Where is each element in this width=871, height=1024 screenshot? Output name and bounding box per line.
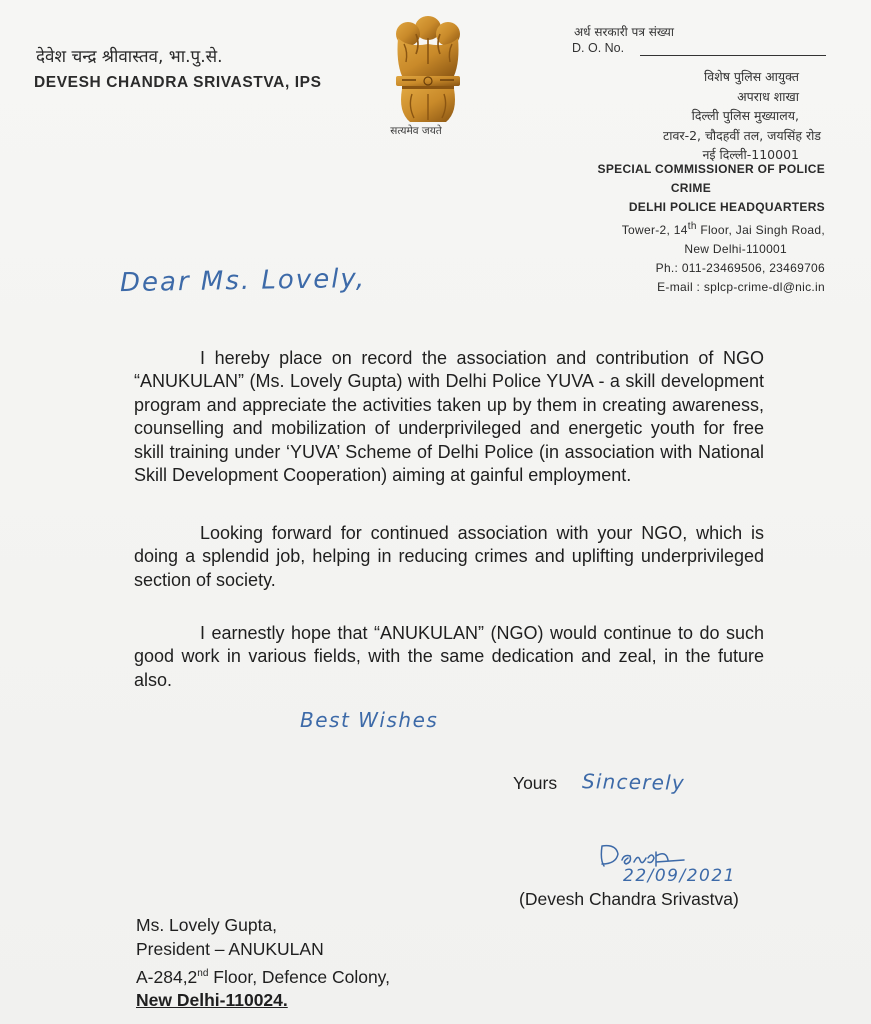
signatory-name: (Devesh Chandra Srivastva): [519, 889, 739, 909]
do-number-label-hindi: अर्ध सरकारी पत्र संख्या: [574, 25, 674, 39]
office-hindi-line: टावर-2, चौदहवीं तल, जयसिंह रोड: [662, 127, 821, 143]
office-hindi-line: अपराध शाखा: [737, 88, 799, 104]
office-hindi-line: दिल्ली पुलिस मुख्यालय,: [691, 108, 799, 123]
office-phone: Ph.: 011-23469506, 23469706: [655, 261, 825, 275]
office-unit: CRIME: [670, 181, 711, 195]
body-paragraph: I earnestly hope that “ANUKULAN” (NGO) would continue to do such good work in various fields, with the same dedication and zeal, in the future also.: [134, 623, 764, 690]
recipient-city: New Delhi-110024.: [136, 990, 288, 1011]
handwritten-salutation: Dear Ms. Lovely,: [119, 263, 367, 299]
lion-capital-emblem-icon: [388, 14, 468, 126]
recipient-address: [136, 914, 390, 1013]
office-city: New Delhi-110001: [684, 242, 787, 256]
do-number-line: [640, 55, 826, 56]
signature-date: 22/09/2021: [623, 866, 736, 886]
do-number-label-english: D. O. No.: [572, 41, 625, 55]
sender-name-english: DEVESH CHANDRA SRIVASTVA, IPS: [34, 74, 322, 91]
office-title: SPECIAL COMMISSIONER OF POLICE: [597, 162, 825, 176]
body-paragraph: I hereby place on record the association and contribution of NGO “ANUKULAN” (Ms. Lovely Gupta) with Delhi Police YUVA - a skill development program and appreciate the activities taken up by them in creating awareness, counselling and mobilization of underprivileged and energetic youth for free skill training under ‘YUVA’ Scheme of Delhi Police (in association with National Skill Development Cooperation) aiming at gainful employment.: [134, 348, 764, 486]
recipient-street: A-284,2nd Floor, Defence Colony,: [136, 966, 390, 987]
office-address-hindi: [662, 67, 821, 165]
office-hindi-line: विशेष पुलिस आयुक्त: [704, 69, 799, 84]
body-paragraph: Looking forward for continued association with your NGO, which is doing a splendid job, helping in reducing crimes and uplifting underprivileged section of society.: [134, 523, 764, 590]
handwritten-sincerely: Sincerely: [581, 769, 686, 795]
closing-yours: Yours: [513, 773, 558, 793]
emblem-motto: सत्यमेव जयते: [390, 125, 442, 137]
national-emblem: [388, 14, 468, 139]
sender-name-hindi: देवेश चन्द्र श्रीवास्तव, भा.पु.से.: [36, 47, 223, 67]
office-email: E-mail : splcp-crime-dl@nic.in: [657, 280, 825, 294]
handwritten-best-wishes: Best Wishes: [300, 708, 439, 732]
office-street-address: Tower-2, 14th Floor, Jai Singh Road,: [621, 221, 825, 237]
office-address-english: [598, 160, 825, 297]
office-hq: DELHI POLICE HEADQUARTERS: [628, 200, 825, 214]
recipient-designation: President – ANUKULAN: [136, 938, 324, 959]
office-hindi-line: नई दिल्ली-110001: [702, 147, 799, 162]
recipient-name: Ms. Lovely Gupta,: [136, 915, 278, 935]
